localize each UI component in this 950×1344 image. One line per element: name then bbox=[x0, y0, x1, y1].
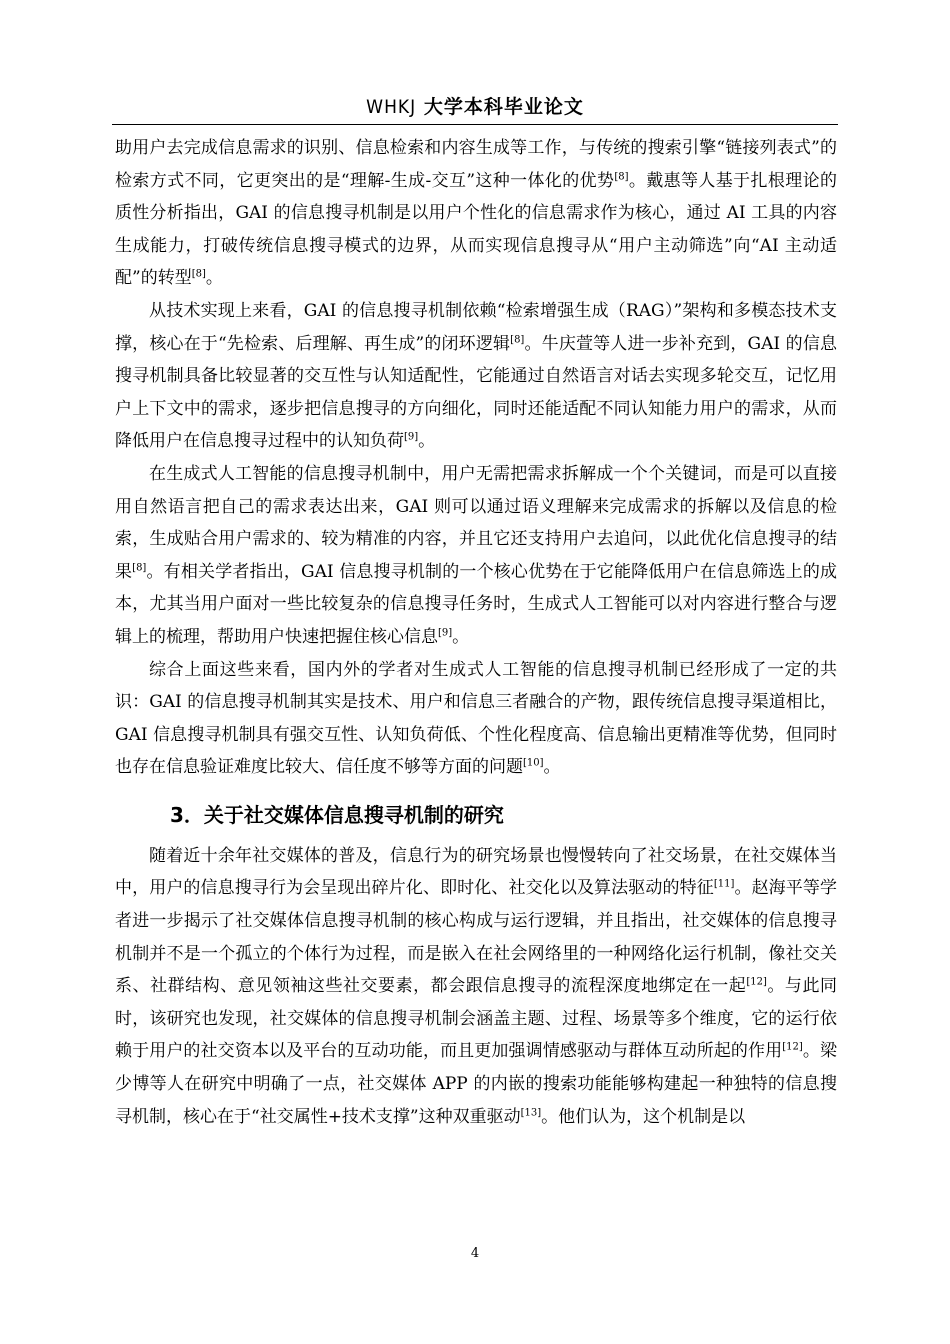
citation-superscript: [8] bbox=[132, 562, 147, 574]
citation-superscript: [8] bbox=[191, 268, 206, 280]
paragraph-text: 。牛庆萱等人进一步补充到，GAI 的信息搜寻机制具备比较显著的交互性与认知适配性，它能通过自然语言对话去实现多轮交互，记忆用户上下文中的需求，逐步把信息搜寻的方向细化，同时还能适配不同认知能力用户的需求，从而降低用户在信息搜寻过程中的认知负荷 bbox=[115, 333, 837, 452]
header-title bbox=[366, 96, 584, 118]
citation-superscript: [10] bbox=[523, 757, 544, 769]
paragraph-text: 。戴惠等人基于扎根理论的质性分析指出，GAI 的信息搜寻机制是以用户个性化的信息需求作为核心，通过 AI 工具的内容生成能力，打破传统信息搜寻模式的边界，从而实现信息搜寻从“用户主动筛选”向“AI 主动适配”的转型 bbox=[115, 170, 837, 289]
citation-superscript: [12] bbox=[746, 976, 767, 988]
paragraph-text: 。 bbox=[543, 757, 561, 778]
paragraph-text: 。 bbox=[418, 431, 436, 452]
citation-superscript: [8] bbox=[510, 333, 525, 345]
paragraph-text: 。 bbox=[452, 626, 470, 647]
paragraph-text: 。赵海平等学者进一步揭示了社交媒体信息搜寻机制的核心构成与运行逻辑，并且指出，社交媒体的信息搜寻机制并不是一个孤立的个体行为过程，而是嵌入在社会网络里的一种网络化运行机制，像社交关系、社群结构、意见领袖这些社交要素，都会跟信息搜寻的流程深度地绑定在一起 bbox=[115, 878, 838, 997]
body-paragraph bbox=[115, 132, 837, 295]
paragraphs-after bbox=[115, 840, 837, 1133]
main-content bbox=[115, 132, 837, 1133]
paragraph-text: 。与此同时，该研究也发现，社交媒体的信息搜寻机制会涵盖主题、过程、场景等多个维度，它的运行依赖于用户的社交资本以及平台的互动功能，而且更加强调情感驱动与群体互动所起的作用 bbox=[115, 976, 838, 1062]
body-paragraph bbox=[115, 654, 837, 784]
header-chinese-title: 大学本科毕业论文 bbox=[423, 96, 584, 118]
paragraphs-before bbox=[115, 132, 837, 784]
paragraph-text: 。有相关学者指出，GAI 信息搜寻机制的一个核心优势在于它能降低用户在信息筛选上的成本，尤其当用户面对一些比较复杂的信息搜寻任务时，生成式人工智能可以对内容进行整合与逻辑上的梳理，帮助用户快速把握住核心信息 bbox=[115, 561, 837, 647]
citation-superscript: [13] bbox=[520, 1106, 542, 1118]
paragraph-text: 。他们认为，这个机制是以 bbox=[541, 1106, 746, 1127]
citation-superscript: [11] bbox=[713, 878, 735, 890]
paragraph-text: 在生成式人工智能的信息搜寻机制中，用户无需把需求拆解成一个个关键词，而是可以直接用自然语言把自己的需求表达出来，GAI 则可以通过语义理解来完成需求的拆解以及信息的检索，生成贴合用户需求的、较为精准的内容，并且它还支持用户去追问，以此优化信息搜寻的结果 bbox=[115, 463, 837, 582]
citation-superscript: [8] bbox=[614, 170, 629, 182]
page-header bbox=[112, 92, 838, 125]
citation-superscript: [9] bbox=[404, 431, 419, 443]
paragraph-text: 助用户去完成信息需求的识别、信息检索和内容生成等工作，与传统的搜索引擎“链接列表式”的检索方式不同，它更突出的是“理解-生成-交互”这种一体化的优势 bbox=[115, 138, 837, 191]
page-number: 4 bbox=[470, 1246, 480, 1261]
paragraph-text: 。梁少博等人在研究中明确了一点，社交媒体 APP 的内嵌的搜索功能能够构建起一种独特的信息搜寻机制，核心在于“社交属性+技术支撑”这种双重驱动 bbox=[115, 1041, 837, 1127]
body-paragraph bbox=[115, 840, 837, 1133]
paragraph-text: 从技术实现上来看，GAI 的信息搜寻机制依赖“检索增强生成（RAG）”架构和多模态技术支撑，核心在于“先检索、后理解、再生成”的闭环逻辑 bbox=[115, 300, 837, 354]
paragraph-text: 。 bbox=[205, 268, 223, 289]
body-paragraph bbox=[115, 295, 837, 458]
citation-superscript: [9] bbox=[438, 627, 453, 639]
section-heading: 3．关于社交媒体信息搜寻机制的研究 bbox=[170, 802, 504, 827]
paragraph-text: 综合上面这些来看，国内外的学者对生成式人工智能的信息搜寻机制已经形成了一定的共识：GAI 的信息搜寻机制其实是技术、用户和信息三者融合的产物，跟传统信息搜寻渠道相比，GAI 信息搜寻机制具有强交互性、认知负荷低、个性化程度高、信息输出更精准等优势，但同时也存在信息验证难度比较大、信任度不够等方面的问题 bbox=[115, 659, 837, 778]
paragraph-text: 随着近十余年社交媒体的普及，信息行为的研究场景也慢慢转向了社交场景，在社交媒体当中，用户的信息搜寻行为会呈现出碎片化、即时化、社交化以及算法驱动的特征 bbox=[115, 845, 837, 899]
citation-superscript: [12] bbox=[782, 1041, 803, 1053]
header-latin: WHKJ bbox=[366, 96, 417, 118]
body-paragraph bbox=[115, 458, 837, 654]
